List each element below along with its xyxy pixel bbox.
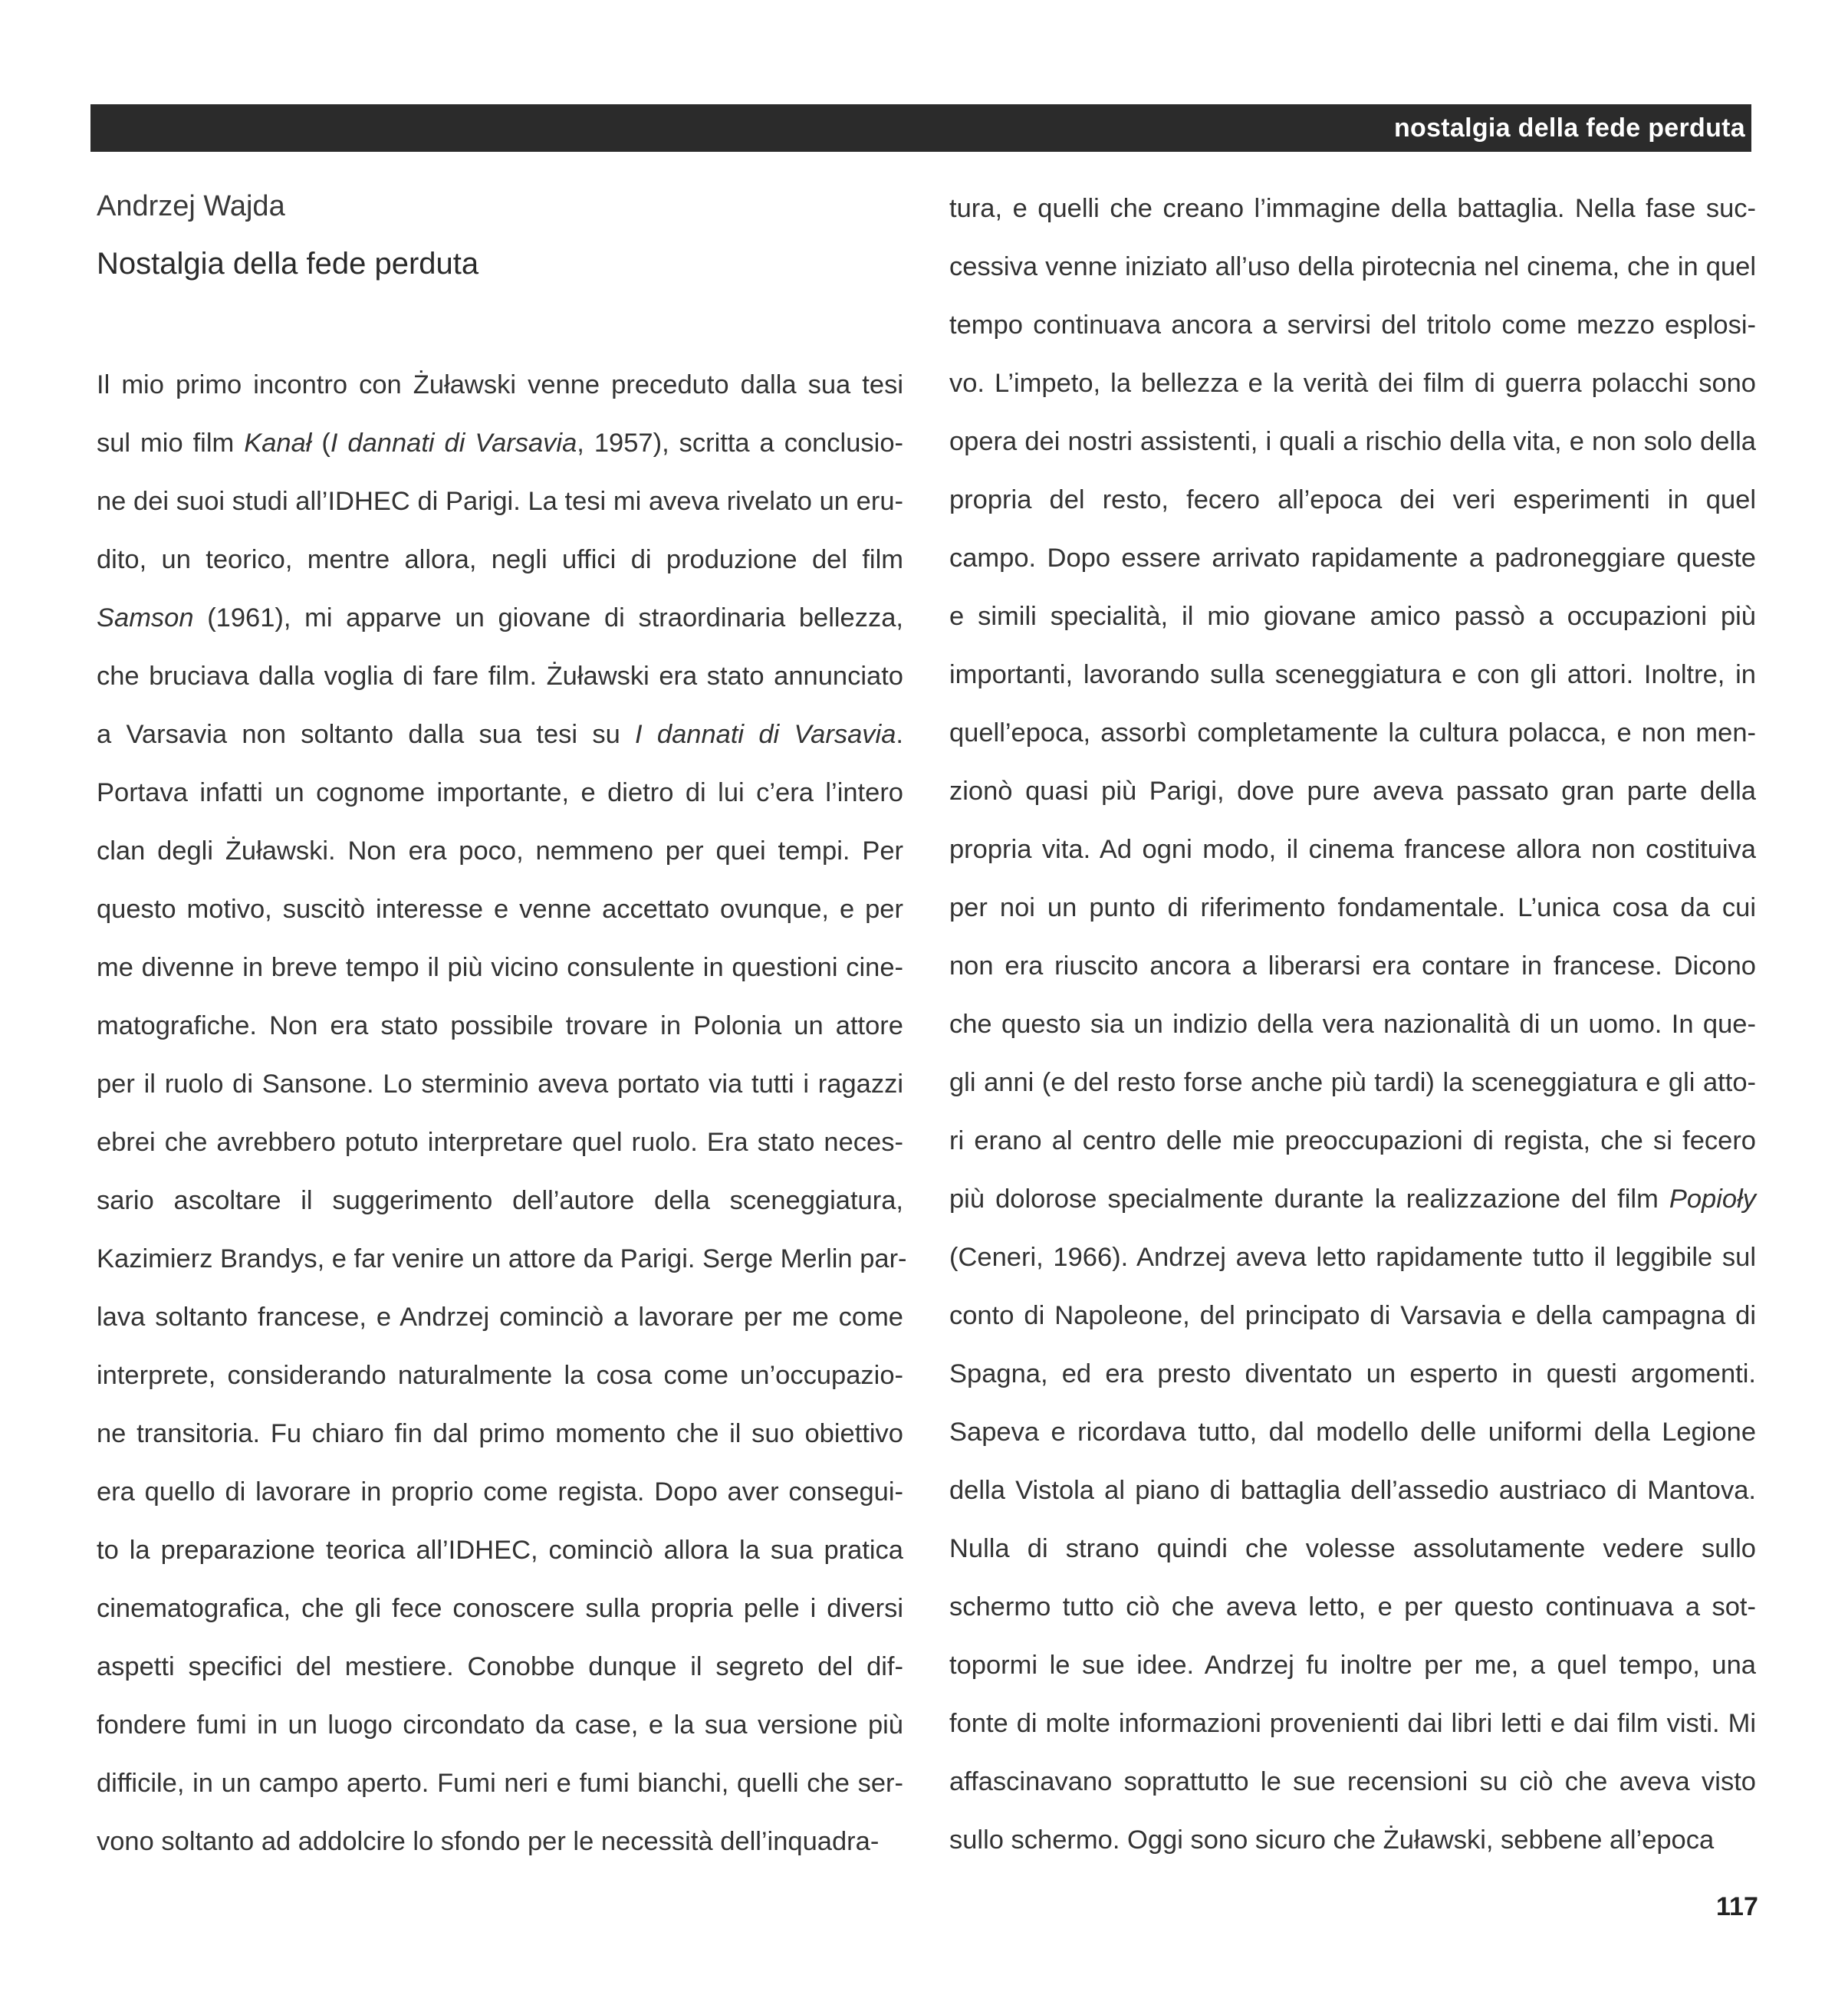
page-number: 117 bbox=[1716, 1892, 1758, 1921]
text-line: per noi un punto di riferimento fondamentale. L’unica cosa da cui bbox=[949, 893, 1756, 922]
text-line: sul mio film Kanał (I dannati di Varsavia, 1957), scritta a conclusio- bbox=[97, 429, 904, 458]
text-line: cinematografica, che gli fece conoscere sulla propria pelle i diversi bbox=[97, 1594, 903, 1623]
text-line: più dolorose specialmente durante la realizzazione del film Popioły bbox=[949, 1185, 1756, 1214]
text-line: importanti, lavorando sulla sceneggiatura e con gli attori. Inoltre, in bbox=[949, 660, 1756, 689]
text-line: conto di Napoleone, del principato di Varsavia e della campagna di bbox=[949, 1301, 1756, 1330]
text-line: Portava infatti un cognome importante, e dietro di lui c’era l’intero bbox=[97, 778, 903, 807]
text-line: quell’epoca, assorbì completamente la cultura polacca, e non men- bbox=[949, 718, 1756, 748]
text-line: topormi le sue idee. Andrzej fu inoltre per me, a quel tempo, una bbox=[949, 1651, 1756, 1680]
text-line: questo motivo, suscitò interesse e venne accettato ovunque, e per bbox=[97, 895, 903, 924]
text-line: Il mio primo incontro con Żuławski venne preceduto dalla sua tesi bbox=[97, 370, 903, 399]
text-line: me divenne in breve tempo il più vicino consulente in questioni cine- bbox=[97, 953, 903, 982]
text-line: Samson (1961), mi apparve un giovane di straordinaria bellezza, bbox=[97, 603, 903, 633]
text-line: to la preparazione teorica all’IDHEC, cominciò allora la sua pratica bbox=[97, 1536, 903, 1565]
text-line: propria vita. Ad ogni modo, il cinema francese allora non costituiva bbox=[949, 835, 1756, 864]
text-line: ebrei che avrebbero potuto interpretare quel ruolo. Era stato neces- bbox=[97, 1128, 903, 1157]
text-line: campo. Dopo essere arrivato rapidamente a padroneggiare queste bbox=[949, 544, 1756, 573]
text-line: della Vistola al piano di battaglia dell’assedio austriaco di Mantova. bbox=[949, 1476, 1756, 1505]
text-line: che bruciava dalla voglia di fare film. Żuławski era stato annunciato bbox=[97, 662, 903, 691]
text-line: a Varsavia non soltanto dalla sua tesi su I dannati di Varsavia. bbox=[97, 720, 903, 749]
text-line: per il ruolo di Sansone. Lo sterminio aveva portato via tutti i ragazzi bbox=[97, 1070, 903, 1099]
text-line: propria del resto, fecero all’epoca dei veri esperimenti in quel bbox=[949, 485, 1756, 514]
text-line: lava soltanto francese, e Andrzej cominciò a lavorare per me come bbox=[97, 1303, 903, 1332]
text-line: (Ceneri, 1966). Andrzej aveva letto rapidamente tutto il leggibile sul bbox=[949, 1243, 1756, 1272]
text-line: affascinavano soprattutto le sue recensioni su ciò che aveva visto bbox=[949, 1767, 1756, 1796]
running-header-title: nostalgia della fede perduta bbox=[1393, 113, 1745, 143]
text-line: schermo tutto ciò che aveva letto, e per questo continuava a sot- bbox=[949, 1592, 1756, 1622]
text-line: vo. L’impeto, la bellezza e la verità dei film di guerra polacchi sono bbox=[949, 369, 1756, 398]
text-line: era quello di lavorare in proprio come regista. Dopo aver consegui- bbox=[97, 1477, 903, 1507]
text-line: difficile, in un campo aperto. Fumi neri e fumi bianchi, quelli che ser- bbox=[97, 1769, 903, 1798]
text-line: fondere fumi in un luogo circondato da case, e la sua versione più bbox=[97, 1710, 903, 1740]
text-line: sullo schermo. Oggi sono sicuro che Żuławski, sebbene all’epoca bbox=[949, 1825, 1715, 1855]
text-line: sario ascoltare il suggerimento dell’autore della sceneggiatura, bbox=[97, 1186, 903, 1215]
text-line: tempo continuava ancora a servirsi del tritolo come mezzo esplosi- bbox=[949, 311, 1756, 340]
text-line: Nulla di strano quindi che volesse assolutamente vedere sullo bbox=[949, 1534, 1756, 1563]
text-line: dito, un teorico, mentre allora, negli uffici di produzione del film bbox=[97, 545, 903, 574]
text-line: non era riuscito ancora a liberarsi era contare in francese. Dicono bbox=[949, 951, 1756, 981]
text-line: fonte di molte informazioni provenienti dai libri letti e dai film visti. Mi bbox=[949, 1709, 1756, 1738]
text-line: tura, e quelli che creano l’immagine della battaglia. Nella fase suc- bbox=[949, 194, 1756, 223]
article-title: Nostalgia della fede perduta bbox=[97, 247, 479, 281]
text-line: ne transitoria. Fu chiaro fin dal primo momento che il suo obiettivo bbox=[97, 1419, 903, 1448]
text-line: Spagna, ed era presto diventato un esperto in questi argomenti. bbox=[949, 1359, 1756, 1388]
text-line: interprete, considerando naturalmente la cosa come un’occupazio- bbox=[97, 1361, 903, 1390]
text-line: clan degli Żuławski. Non era poco, nemmeno per quei tempi. Per bbox=[97, 836, 903, 866]
text-line: cessiva venne iniziato all’uso della pirotecnia nel cinema, che in quel bbox=[949, 252, 1756, 281]
text-line: zionò quasi più Parigi, dove pure aveva passato gran parte della bbox=[949, 777, 1756, 806]
text-line: opera dei nostri assistenti, i quali a rischio della vita, e non solo della bbox=[949, 427, 1756, 456]
running-header-bar bbox=[90, 104, 1751, 152]
text-line: Kazimierz Brandys, e far venire un attore da Parigi. Serge Merlin par- bbox=[97, 1244, 907, 1273]
text-line: aspetti specifici del mestiere. Conobbe dunque il segreto del dif- bbox=[97, 1652, 903, 1681]
text-line: e simili specialità, il mio giovane amico passò a occupazioni più bbox=[949, 602, 1756, 631]
text-line: che questo sia un indizio della vera nazionalità di un uomo. In que- bbox=[949, 1010, 1756, 1039]
text-line: gli anni (e del resto forse anche più tardi) la sceneggiatura e gli atto- bbox=[949, 1068, 1756, 1097]
text-line: ri erano al centro delle mie preoccupazioni di regista, che si fecero bbox=[949, 1126, 1756, 1155]
article-author: Andrzej Wajda bbox=[97, 190, 285, 222]
text-line: matografiche. Non era stato possibile trovare in Polonia un attore bbox=[97, 1011, 903, 1040]
text-line: Sapeva e ricordava tutto, dal modello delle uniformi della Legione bbox=[949, 1418, 1756, 1447]
text-line: ne dei suoi studi all’IDHEC di Parigi. La tesi mi aveva rivelato un eru- bbox=[97, 487, 903, 516]
text-line: vono soltanto ad addolcire lo sfondo per le necessità dell’inquadra- bbox=[97, 1827, 880, 1856]
